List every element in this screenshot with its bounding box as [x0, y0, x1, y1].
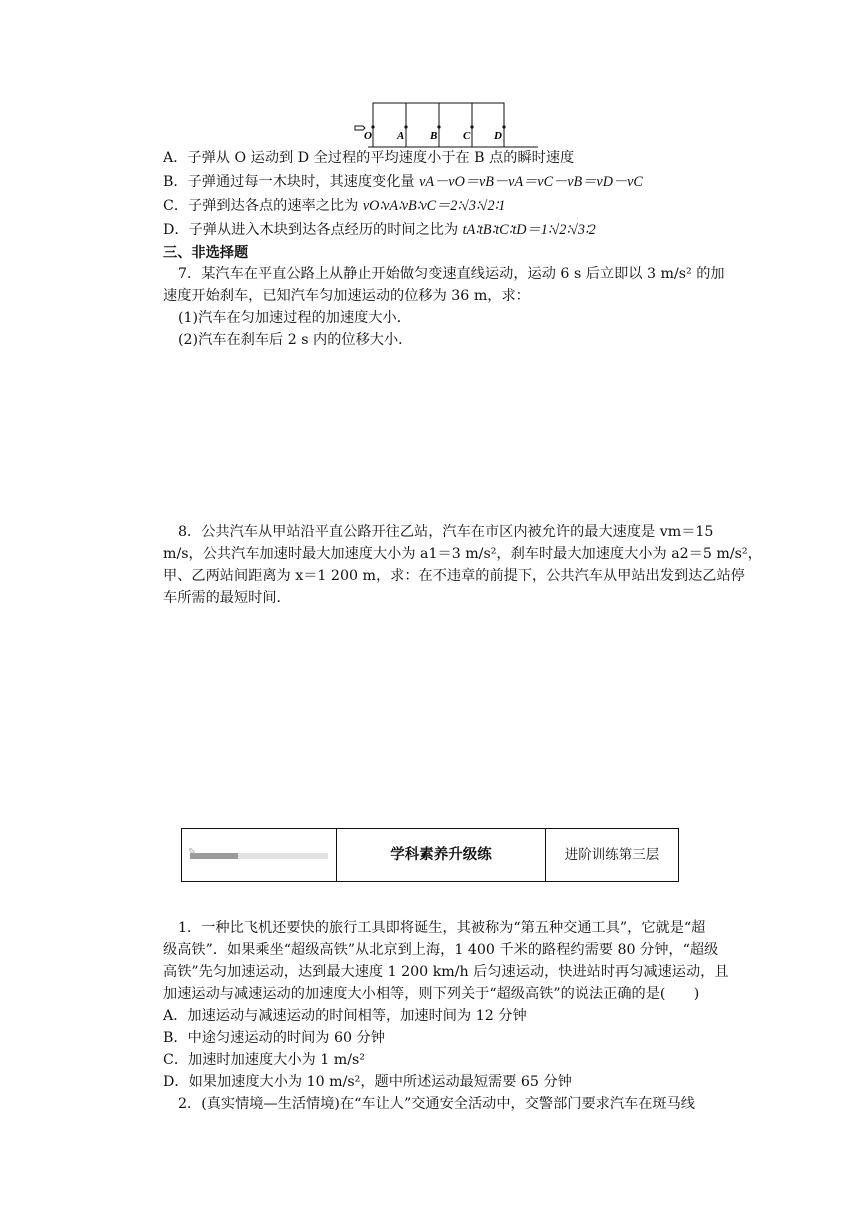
- point-o: [371, 125, 374, 128]
- q7-line-2: 速度开始刹车，已知汽车匀加速运动的位移为 36 m，求：: [163, 288, 530, 304]
- label-o: O: [364, 130, 372, 142]
- q7-sub-1: (1)汽车在匀加速过程的加速度大小．: [178, 310, 411, 326]
- p1-line-1: 1．一种比飞机还要快的旅行工具即将诞生，其被称为“第五种交通工具”，它就是“超: [178, 920, 706, 936]
- q6-option-b: [163, 172, 643, 192]
- p1-line-4: 加速运动与减速运动的加速度大小相等，则下列关于“超级高铁”的说法正确的是( ): [163, 986, 700, 1002]
- q6-option-b-text: B．子弹通过每一木块时，其速度变化量: [163, 174, 420, 190]
- blocks-figure: [348, 96, 548, 156]
- q6-option-c-ratio: vO∶vA∶vB∶vC＝2∶√3∶√2∶1: [362, 198, 506, 214]
- level-progress-fill: [190, 853, 238, 859]
- pencil-icon: ✎: [188, 847, 197, 858]
- banner-title: 学科素养升级练: [390, 846, 492, 863]
- p1-option-a: A．加速运动与减速运动的时间相等，加速时间为 12 分钟: [163, 1008, 527, 1024]
- point-c: [470, 125, 473, 128]
- point-d: [502, 125, 505, 128]
- p1-line-3: 高铁”先匀加速运动，达到最大速度 1 200 km/h 后匀速运动，快进站时再匀减速运动，且: [163, 964, 729, 980]
- p1-option-b: B．中途匀速运动的时间为 60 分钟: [163, 1030, 385, 1046]
- p1-line-2: 级高铁”．如果乘坐“超级高铁”从北京到上海，1 400 千米的路程约需要 80 分钟，“超级: [163, 942, 719, 958]
- section-banner: [181, 828, 679, 882]
- q6-option-a: A．子弹从 O 运动到 D 全过程的平均速度小于在 B 点的瞬时速度: [163, 150, 575, 166]
- p1-option-d: D．如果加速度大小为 10 m/s²，题中所述运动最短需要 65 分钟: [163, 1074, 572, 1090]
- blocks-diagram: [348, 96, 548, 156]
- q6-option-d-text: D．子弹从进入木块到达各点经历的时间之比为: [163, 222, 463, 238]
- q7-sub-2: (2)汽车在刹车后 2 s 内的位移大小．: [178, 332, 413, 348]
- q6-option-d-ratio: tA∶tB∶tC∶tD＝1∶√2∶√3∶2: [462, 222, 596, 238]
- label-d: D: [494, 130, 502, 142]
- q6-option-b-formula: vA－vO＝vB－vA＝vC－vB＝vD－vC: [419, 174, 643, 190]
- q8-line-1: 8．公共汽车从甲站沿平直公路开往乙站，汽车在市区内被允许的最大速度是 vm＝15: [178, 524, 714, 540]
- section-title-non-choice: 三、非选择题: [163, 245, 249, 261]
- level-progress-track: [190, 853, 328, 859]
- point-b: [437, 125, 440, 128]
- banner-level: 进阶训练第三层: [564, 847, 660, 863]
- q8-line-3: 甲、乙两站间距离为 x＝1 200 m，求：在不违章的前提下，公共汽车从甲站出发到达乙站停: [163, 568, 745, 584]
- q8-line-2: m/s，公共汽车加速时最大加速度大小为 a1＝3 m/s²，刹车时最大加速度大小为 a2＝5 m/s²，: [163, 546, 762, 562]
- label-c: C: [463, 130, 471, 142]
- point-a: [404, 125, 407, 128]
- p2-line-1: 2．(真实情境—生活情境)在“车让人”交通安全活动中，交警部门要求汽车在斑马线: [178, 1096, 695, 1112]
- q6-option-c: [163, 196, 505, 216]
- q7-line-1: 7．某汽车在平直公路上从静止开始做匀变速直线运动，运动 6 s 后立即以 3 m/s² 的加: [178, 266, 725, 282]
- q8-line-4: 车所需的最短时间．: [163, 590, 291, 606]
- label-a: A: [397, 130, 405, 142]
- p1-option-c: C．加速时加速度大小为 1 m/s²: [163, 1052, 365, 1068]
- label-b: B: [430, 130, 438, 142]
- q6-option-c-text: C．子弹到达各点的速率之比为: [163, 198, 363, 214]
- q6-option-d: [163, 220, 596, 240]
